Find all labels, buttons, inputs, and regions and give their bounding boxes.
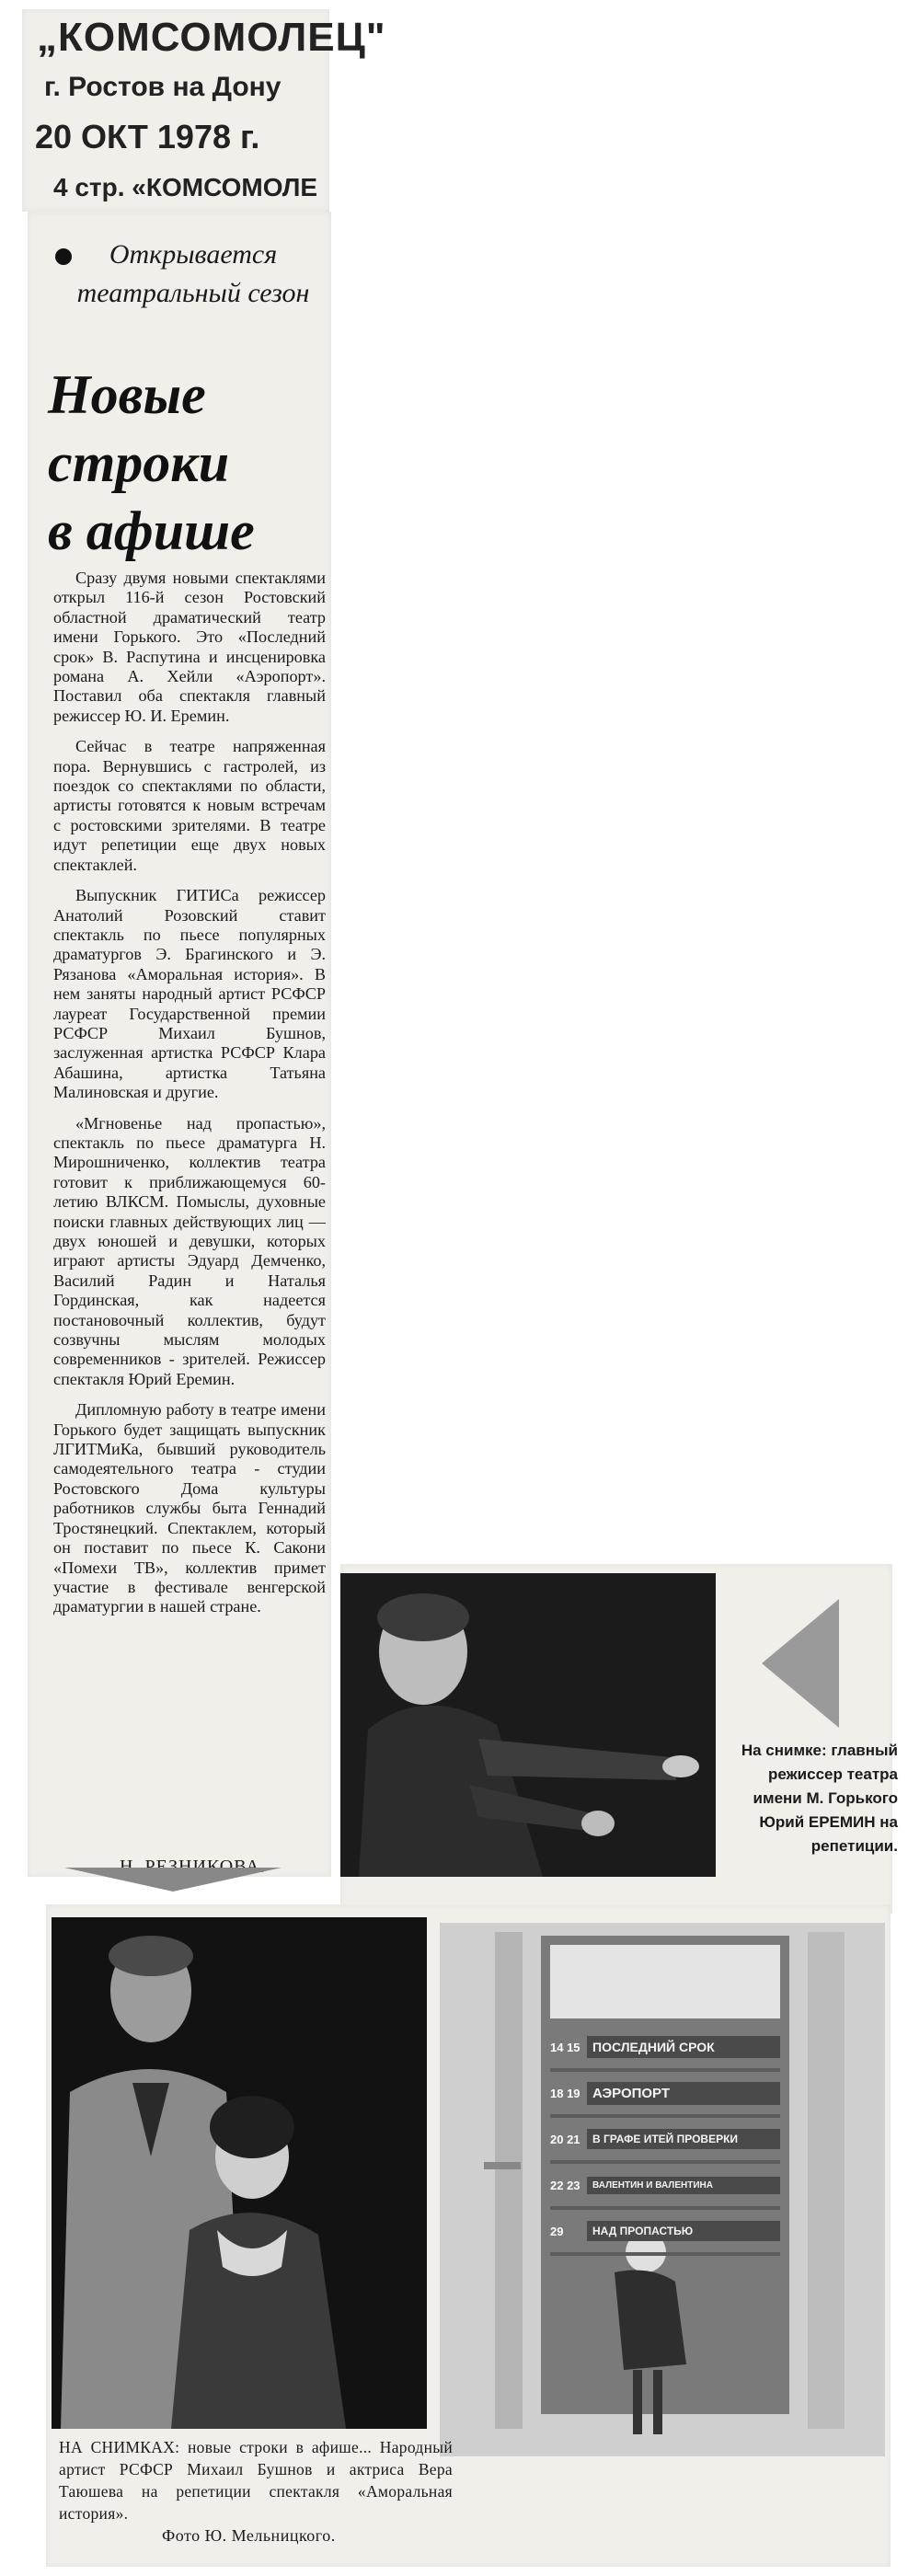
paragraph-2: Сейчас в театре напряженная пора. Вернувшись с гастролей, из поездок со спектаклями по области, артисты готовятся к новым встречам с ростовскими зрителями. В театре идут репетиции еще двух новых спектаклей. [53,737,326,874]
poster-row [550,2164,780,2210]
poster-title: ВАЛЕНТИН И ВАЛЕНТИНА [587,2177,780,2194]
poster-title: НАД ПРОПАСТЬЮ [587,2221,780,2241]
poster-row [550,2026,780,2072]
paragraph-5: Дипломную работу в театре имени Горького будет защищать выпускник ЛГИТМиКа, бывший руководитель самодеятельного театра - студии Ростовского Дома культуры работников службы быта Геннадий Тростянецкий. Спектаклем, который он поставит по пьесе К. Сакони «Помехи ТВ», коллектив примет участие в фестивале венгерской драматургии в нашей стране. [53,1400,326,1616]
poster-date: 18 19 [550,2086,580,2100]
date-stamp: 20 ОКТ 1978 г. [35,118,260,155]
headline-line-2: строки [48,432,230,493]
poster-date: 14 15 [550,2040,580,2054]
headline-line-1: Новые [48,364,206,425]
paragraph-3: Выпускник ГИТИСа режиссер Анатолий Розовский ставит спектакль по пьесе популярных драматургов Э. Брагинского и Э. Рязанова «Аморальная история». В нем заняты народный артист РСФСР лауреат Государственной премии РСФСР Михаил Бушнов, заслуженная артистка РСФСР Клара Абашина, артистка Татьяна Малиновская и другие. [53,886,326,1102]
director-silhouette [340,1573,716,1877]
paragraph-4: «Мгновенье над пропастью», спектакль по пьесе драматурга Н. Мирошниченко, коллектив театра готовит к приближающемуся 60-летию ВЛКСМ. Помыслы, духовные поиски главных действующих лиц — двух юношей и девушки, которых играют артисты Эдуард Демченко, Василий Радин и Наталья Гординская, как надеется постановочный коллектив, будут созвучны мыслям молодых современников - зрителей. Режиссер спектакля Юрий Еремин. [53,1113,326,1388]
newspaper-name: „КОМСОМОЛЕЦ" [37,15,386,60]
poster-schedule [550,2026,780,2256]
page-reference: 4 стр. «КОМСОМОЛЕ [53,173,318,201]
photo-actors [52,1917,427,2429]
arrow-down-icon [64,1868,282,1892]
poster-row [550,2210,780,2256]
rubric: Открывается театральный сезон [76,239,310,308]
headline [48,361,324,565]
paragraph-1: Сразу двумя новыми спектаклями открыл 116-й сезон Ростовский областной драматический театр имени Горького. Это «Последний срок» В. Распутина и инсценировка романа А. Хейли «Аэропорт». Поставил оба спектакля главный режиссер Ю. И. Еремин. [53,569,326,725]
poster-date: 29 [550,2224,564,2238]
article-body [53,569,326,1628]
poster-title: В ГРАФЕ ИТЕЙ ПРОВЕРКИ [587,2129,780,2149]
poster-date: 20 21 [550,2132,580,2146]
poster-date: 22 23 [550,2178,580,2192]
photo-poster [440,1923,885,2456]
photo-credit: Фото Ю. Мельницкого. [162,2526,336,2545]
caption-actors: НА СНИМКАХ: новые строки в афише... Народный артист РСФСР Михаил Бушнов и актриса Вера Таюшева на репетиции спектакля «Аморальная история». [59,2438,453,2523]
caption-director: На снимке: главный режиссер театра имени М. Горького Юрий ЕРЕМИН на репетиции. [741,1742,898,1855]
arrow-left-icon [762,1599,839,1728]
author-signature: Н. РЕЗНИКОВА. [120,1857,266,1877]
headline-line-3: в афише [48,500,255,561]
poster-title: ПОСЛЕДНИЙ СРОК [587,2036,780,2058]
poster-title: АЭРОПОРТ [587,2082,780,2105]
poster-row [550,2072,780,2118]
poster-row [550,2118,780,2164]
photo-director [340,1573,716,1877]
actors-silhouette [52,1917,427,2429]
newspaper-city: г. Ростов на Дону [44,72,282,102]
